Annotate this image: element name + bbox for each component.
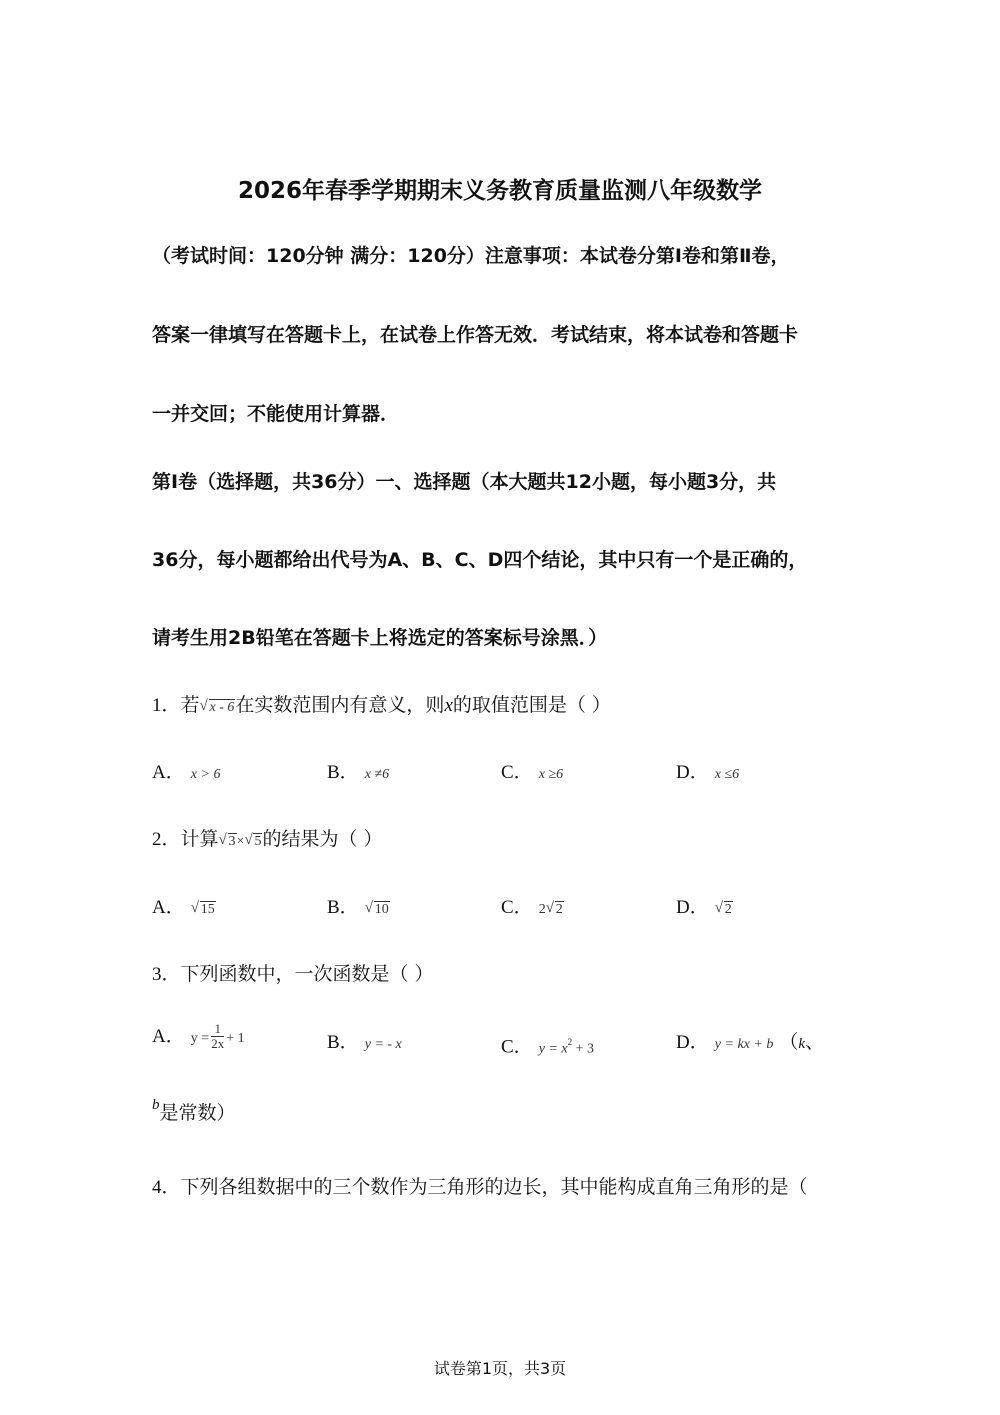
question-number: 4．	[152, 1177, 181, 1198]
question-text: 在实数范围内有意义，则	[235, 694, 445, 716]
question-text: 的结果为（ ）	[262, 828, 383, 850]
option-b: B． x ≠6	[327, 762, 390, 783]
variable: x	[444, 695, 453, 716]
option-d: D． x ≤6	[676, 762, 740, 783]
question-3	[152, 961, 434, 988]
sqrt-expression: √ 3	[219, 829, 237, 855]
page-title: 2026年春季学期期末义务教育质量监测八年级数学	[237, 178, 762, 204]
option-d: D． y = kx + b （k、	[676, 1031, 825, 1053]
sqrt-expression: √ 5	[244, 829, 262, 855]
question-1	[152, 692, 611, 721]
option-c: C． $y = x^2 + 3$	[501, 1036, 595, 1058]
question-2	[152, 826, 382, 855]
notes-line-2: 答案一律填写在答题卡上，在试卷上作答无效．考试结束，将本试卷和答题卡	[152, 324, 799, 346]
section1-line-3: 请考生用2B铅笔在答题卡上将选定的答案标号涂黑．）	[152, 627, 608, 649]
question-text: 下列各组数据中的三个数作为三角形的边长，其中能构成直角三角形的是（	[180, 1176, 808, 1198]
question-number: 2．	[152, 829, 181, 850]
notes-line-3: 一并交回；不能使用计算器．	[152, 403, 400, 425]
section1-line-1: 第Ⅰ卷（选择题，共36分）一、选择题（本大题共12小题，每小题3分，共	[152, 471, 777, 493]
notes-line-1: （考试时间：120分钟 满分：120分）注意事项：本试卷分第Ⅰ卷和第Ⅱ卷，	[152, 245, 790, 267]
option-c: C． x ≥6	[501, 762, 564, 783]
option-a: A． x > 6	[152, 762, 221, 783]
option-b: B． y = - x	[327, 1032, 402, 1053]
question-number: 1．	[152, 695, 181, 716]
question-3-continuation: $^b$是常数）	[152, 1097, 236, 1124]
option-a: A． √ 15	[152, 894, 216, 923]
question-text: 的取值范围是（ ）	[452, 694, 611, 716]
option-b: B． √ 10	[327, 894, 390, 923]
sqrt-expression: √ x - 6	[200, 695, 236, 721]
option-d: D． √ 2	[676, 894, 733, 923]
section1-line-2: 36分，每小题都给出代号为A、B、C、D四个结论，其中只有一个是正确的，	[152, 549, 808, 571]
page-footer: 试卷第1页，共3页	[433, 1359, 567, 1378]
option-c: C． 2√ 2	[501, 894, 564, 923]
option-a: A． y = $\frac{1}{2x}$ + 1	[152, 1021, 245, 1051]
question-4	[152, 1174, 808, 1201]
question-text: 若	[180, 694, 200, 716]
times-sign: ×	[236, 834, 245, 849]
question-text: 计算	[180, 828, 219, 850]
question-text: 下列函数中，一次函数是（ ）	[180, 963, 434, 985]
question-number: 3．	[152, 964, 181, 985]
